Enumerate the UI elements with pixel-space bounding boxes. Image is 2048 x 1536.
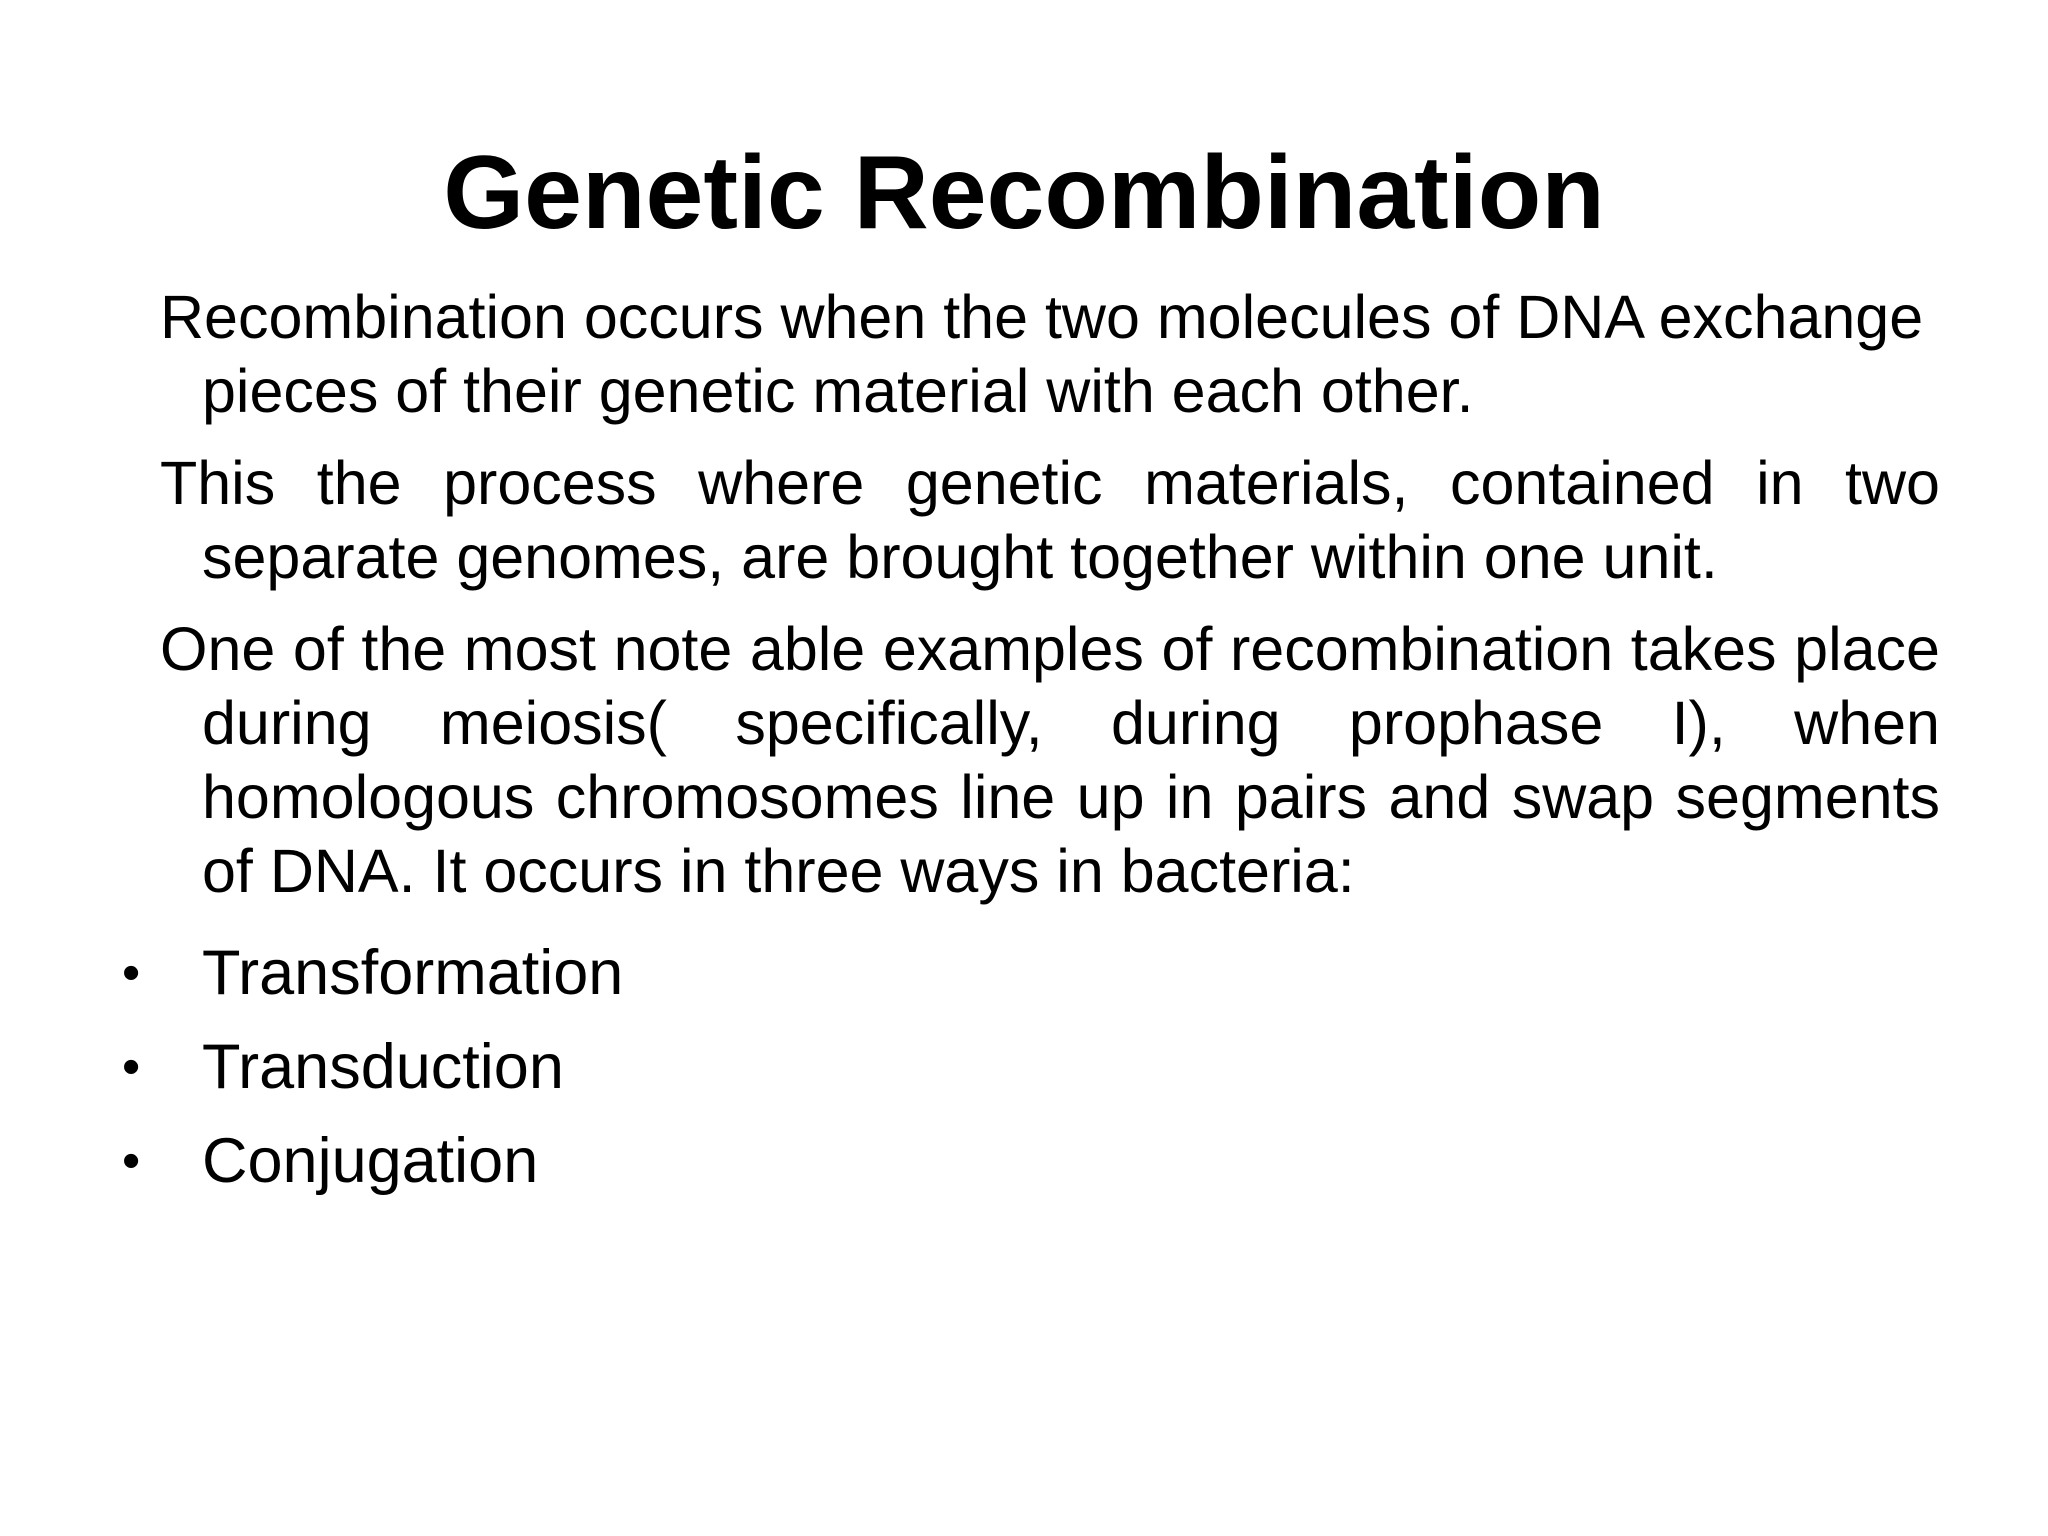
list-item bbox=[122, 1020, 1940, 1114]
paragraph-process-description: This the process where genetic materials, contained in two separate genomes, are brought together within one unit. bbox=[160, 449, 1940, 591]
paragraph-recombination-definition: Recombination occurs when the two molecules of DNA exchange pieces of their genetic material with each other. bbox=[160, 283, 1924, 425]
bullet-label: Transduction bbox=[202, 1032, 564, 1102]
slide-title: Genetic Recombination bbox=[443, 135, 1605, 251]
slide-body bbox=[122, 280, 1940, 1208]
bullet-label: Conjugation bbox=[202, 1126, 539, 1196]
bullet-icon: • bbox=[122, 944, 141, 1002]
bullet-list bbox=[122, 926, 1940, 1208]
bullet-label: Transformation bbox=[202, 938, 624, 1008]
paragraph-meiosis-example: One of the most note able examples of recombination takes place during meiosis( specifically, during prophase I), when homologous chromosomes line up in pairs and swap segments of DNA. It occurs in three ways in bacteria: bbox=[160, 615, 1940, 905]
bullet-icon: • bbox=[122, 1038, 141, 1096]
list-item bbox=[122, 1114, 1940, 1208]
list-item bbox=[122, 926, 1940, 1020]
bullet-icon: • bbox=[122, 1132, 141, 1190]
